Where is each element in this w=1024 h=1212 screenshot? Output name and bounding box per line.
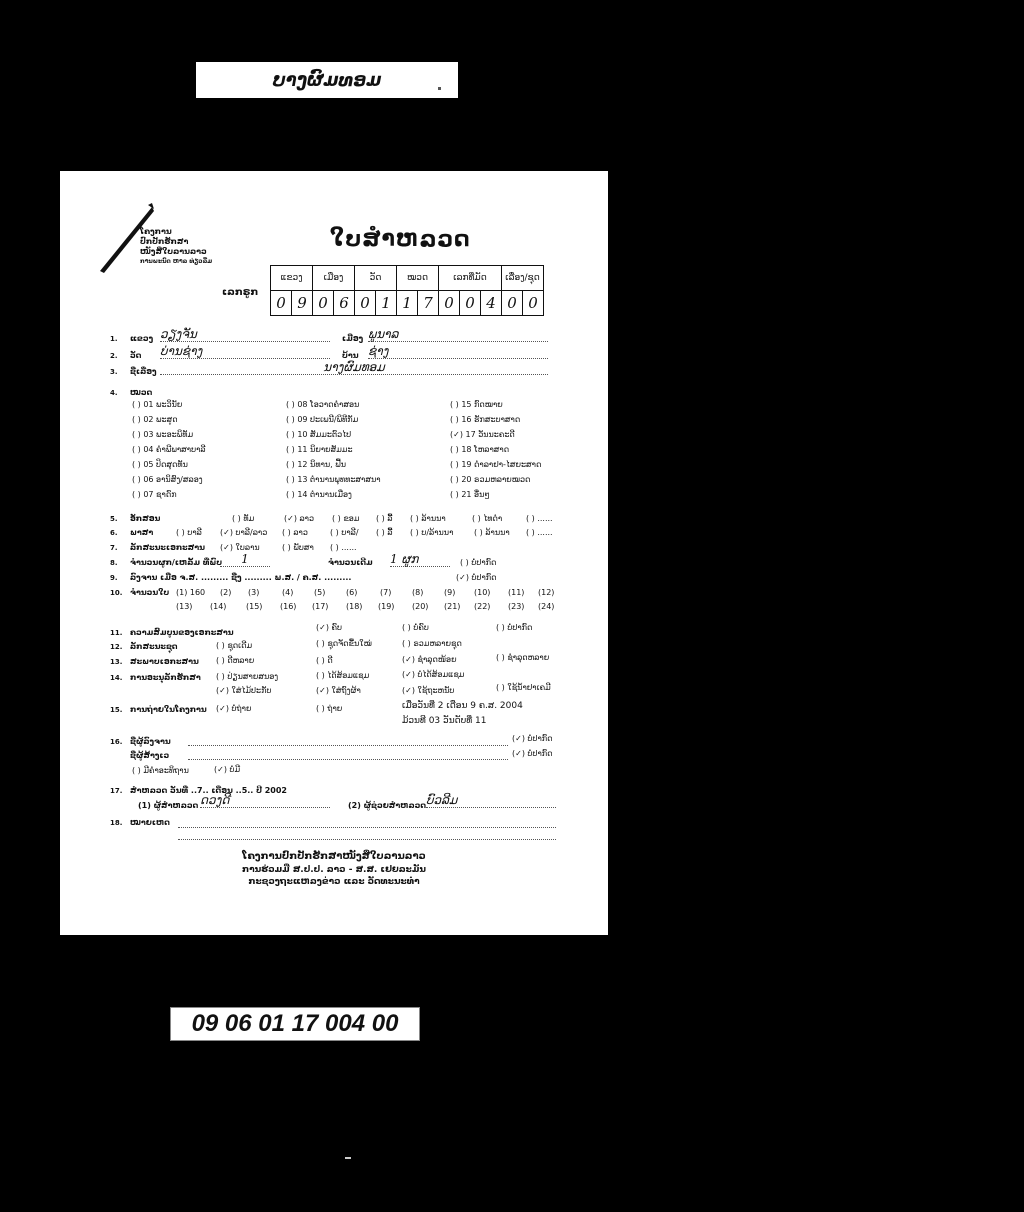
leaf-count: (22): [474, 602, 491, 611]
category-option[interactable]: ( ) 11 ນິຍາຍສັມມະ: [286, 445, 353, 454]
code-digit: 0: [523, 291, 544, 316]
leaf-count: (19): [378, 602, 395, 611]
condition-option[interactable]: ( ) ຊໍາລຸດຫລາຍ: [496, 653, 550, 662]
category-option[interactable]: ( ) 02 ພະສູດ: [132, 415, 178, 424]
language-option[interactable]: ( ) ບາລີ: [176, 528, 202, 537]
leaf-count: (3): [248, 588, 260, 597]
filming-option[interactable]: ( ) ຖ່າຍ: [316, 704, 343, 713]
field-label: ວັດ: [130, 351, 142, 360]
leaf-count: (4): [282, 588, 294, 597]
scribe-name-line: [188, 737, 508, 746]
field-label: ຈໍານວນໃບ: [130, 588, 170, 597]
field-label: ຊື່ເລື່ອງ: [130, 367, 157, 376]
leaf-count: (21): [444, 602, 461, 611]
code-header: ວັດ: [355, 266, 397, 291]
language-option[interactable]: ( ) ລື້: [376, 528, 393, 537]
script-option[interactable]: ( ) ລ້ານນາ: [410, 514, 446, 523]
code-digit: 9: [292, 291, 313, 316]
conservation-option[interactable]: ( ) ປ່ຽນສາຍສນອງ: [216, 672, 279, 681]
code-header: ເມືອງ: [313, 266, 355, 291]
language-option[interactable]: ( ) ບ/ລ້ານນາ: [410, 528, 454, 537]
prayer-option[interactable]: ( ) ມີຄໍາອະທິຖານ: [132, 766, 189, 775]
document-type-option[interactable]: (✓) ໃບລານ: [220, 543, 260, 552]
script-option[interactable]: ( ) ລື້: [376, 514, 393, 523]
field-label: ສະພາບເອກະສານ: [130, 657, 199, 666]
category-option[interactable]: ( ) 20 ຣວມຫລາຍໝວດ: [450, 475, 531, 484]
code-digit: 0: [271, 291, 292, 316]
leaf-count: (5): [314, 588, 326, 597]
category-option[interactable]: ( ) 10 ສັມມະຕົວໄປ: [286, 430, 352, 439]
story-title-value: ນາງຜົມທອມ: [160, 360, 548, 375]
leaf-count: (16): [280, 602, 297, 611]
conservation-option[interactable]: ( ) ໃຊ້ນ້ຳຢາເຄມີ: [496, 683, 551, 692]
document-type-option[interactable]: ( ) ......: [330, 543, 357, 552]
conservation-option[interactable]: (✓) ໃສ່ໄມ້ປະກັບ: [216, 686, 272, 695]
logo-line: ປົກປັກຮັກສາ: [140, 237, 189, 246]
field-label: ຈໍານວນຜູກ/ເຫລັ້ມ ທີ່ພົບ: [130, 558, 223, 567]
line-number: 1.: [110, 335, 118, 343]
filming-option[interactable]: (✓) ບໍ່ຖ່າຍ: [216, 704, 252, 713]
field-label: ລົງຈານ ເມື່ອ ຈ.ສ. ......... ຊື່ງ ......... ພ.ສ. / ຄ.ສ. .........: [130, 573, 352, 582]
unknown-option[interactable]: (✓) ບໍ່ປາກົດ: [512, 734, 553, 743]
district-value: ພູນາລ: [368, 327, 548, 342]
footer-cooperation: ການຮ່ວມມື ສ.ປ.ປ. ລາວ - ສ.ສ. ເຢຍລະມັນ: [242, 865, 426, 875]
category-option[interactable]: (✓) 17 ວັນນະຄະດີ: [450, 430, 515, 439]
speck: [438, 87, 441, 90]
script-option[interactable]: ( ) ທັມ: [232, 514, 255, 523]
line-number: 4.: [110, 389, 118, 397]
category-option[interactable]: ( ) 16 ຮັກສະບາສາດ: [450, 415, 521, 424]
completeness-option[interactable]: ( ) ບໍ່ຄົບ: [402, 623, 429, 632]
footer-project: ໂຄງການປົກປັກຮັກສາໜັງສືໃບລານລາວ: [242, 851, 426, 862]
leaf-count: (7): [380, 588, 392, 597]
leaf-count: (9): [444, 588, 456, 597]
leaf-count: (24): [538, 602, 555, 611]
conservation-option[interactable]: (✓) ໃສ່ຖົງຜ້າ: [316, 686, 361, 695]
line-number: 3.: [110, 368, 118, 376]
leaf-count: (10): [474, 588, 491, 597]
line-number: 9.: [110, 574, 118, 582]
line-number: 18.: [110, 819, 123, 827]
survey-form: [60, 171, 608, 935]
leaf-count: (11): [508, 588, 525, 597]
code-label: ເລກຣູກ: [222, 287, 259, 298]
code-digit: 0: [502, 291, 523, 316]
temple-value: ບ່ານຊ່າງ: [160, 344, 330, 359]
village-value: ຊ່າງ: [368, 344, 548, 359]
field-label: ແຂວງ: [130, 334, 154, 343]
project-logo: [94, 201, 234, 281]
leaf-count: (1) 160: [176, 588, 206, 597]
line-number: 7.: [110, 544, 118, 552]
document-title: ໃບສໍາຫລວດ: [330, 227, 471, 252]
script-option[interactable]: (✓) ລາວ: [284, 514, 315, 523]
leaf-count: (14): [210, 602, 227, 611]
prayer-option[interactable]: (✓) ບໍ່ມີ: [214, 765, 241, 774]
condition-option[interactable]: ( ) ດີ: [316, 656, 333, 665]
field-label: ຊື່ຜູ້ລົງຈານ: [130, 737, 171, 746]
field-label: ເມືອງ: [342, 334, 364, 343]
logo-line: ໜັງສືໃບລານລາວ: [140, 247, 207, 256]
field-label: ບ້ານ: [342, 351, 359, 360]
field-label: ການຖ່າຍໃນໂຄງການ: [130, 705, 207, 714]
leaf-count: (12): [538, 588, 555, 597]
field-label: ລັກສະນະເອກະສານ: [130, 543, 206, 552]
logo-line: ໂຄງການ: [140, 227, 172, 236]
survey-date: ສໍາຫລວດ ວັນທີ່ ..7.. ເດືອນ ..5.. ປີ 2002: [130, 786, 287, 795]
field-label: ຊື່ຜູ້ສ້າງເວ: [130, 751, 170, 760]
line-number: 10.: [110, 589, 123, 597]
field-label: (2) ຜູ້ຊ່ວຍສໍາຫລວດ: [348, 801, 427, 810]
conservation-option[interactable]: (✓) ບໍ່ໄດ້ສ້ອມແຊມ: [402, 670, 465, 679]
line-number: 2.: [110, 352, 118, 360]
condition-option[interactable]: ( ) ດີຫລາຍ: [216, 656, 255, 665]
condition-option[interactable]: (✓) ຊໍາລຸດໜ້ອຍ: [402, 655, 457, 664]
category-option[interactable]: ( ) 06 ອານິສົງ/ສລອງ: [132, 475, 203, 484]
original-count-value: 1 ຜູກ: [390, 552, 450, 567]
category-option[interactable]: ( ) 21 ອື່ນໆ: [450, 490, 490, 499]
code-table: [270, 265, 544, 316]
code-digit: 1: [397, 291, 418, 316]
leaf-count: (13): [176, 602, 193, 611]
unknown-option[interactable]: (✓) ບໍ່ປາກົດ: [512, 749, 553, 758]
code-digit: 1: [376, 291, 397, 316]
field-label: ອັກສອນ: [130, 514, 161, 523]
completeness-option[interactable]: (✓) ຄົບ: [316, 623, 342, 632]
province-value: ວຽງຈັນ: [160, 327, 330, 342]
language-option[interactable]: ( ) ລາວ: [282, 528, 308, 537]
code-header: ເລກທີ່ມັດ: [439, 266, 502, 291]
document-code-label: 09 06 01 17 004 00: [170, 1007, 420, 1041]
line-number: 11.: [110, 629, 123, 637]
field-label: ການອະນຸລັກຮັກສາ: [130, 673, 201, 682]
leaf-count: (20): [412, 602, 429, 611]
code-header: ເລື່ອງ/ຊຸດ: [502, 266, 544, 291]
set-type-option[interactable]: ( ) ຊຸດເດີມ: [216, 641, 253, 650]
category-option[interactable]: ( ) 01 ພະວິນັຍ: [132, 400, 183, 409]
bundles-found-value: 1: [220, 552, 270, 567]
script-option[interactable]: ( ) ......: [526, 514, 553, 523]
completeness-option[interactable]: ( ) ບໍ່ປາກົດ: [496, 623, 533, 632]
field-label: (1) ຜູ້ສໍາຫລວດ: [138, 801, 199, 810]
unknown-option[interactable]: ( ) ບໍ່ປາກົດ: [460, 558, 497, 567]
code-digit: 0: [439, 291, 460, 316]
filming-reel: ມ້ວນທີ 03 ວັນດັບທີ່ 11: [402, 716, 487, 726]
remarks-line: [178, 819, 556, 828]
language-option[interactable]: ( ) ລ້ານນາ: [474, 528, 510, 537]
code-digit: 0: [355, 291, 376, 316]
script-option[interactable]: ( ) ຂອມ: [332, 514, 360, 523]
logo-line: ການພະນົດ ຫາລ ທ່ຽວລີ່ມ: [140, 258, 213, 265]
leaf-count: (6): [346, 588, 358, 597]
category-option[interactable]: ( ) 18 ໂຫລາສາດ: [450, 445, 510, 454]
category-option[interactable]: ( ) 13 ຕໍານານພຸທທະສາສນາ: [286, 475, 381, 484]
category-option[interactable]: ( ) 09 ປະເພນີ/ພິທີກັມ: [286, 415, 359, 424]
field-label: ພາສາ: [130, 528, 154, 537]
leaf-count: (2): [220, 588, 232, 597]
category-option[interactable]: ( ) 14 ຕໍານານເມືອງ: [286, 490, 352, 499]
leaf-count: (17): [312, 602, 329, 611]
field-label: ໝາຍເຫດ: [130, 818, 170, 827]
category-option[interactable]: ( ) 04 ຄໍາພີພາສາບາລີ: [132, 445, 206, 454]
category-option[interactable]: ( ) 03 ພະອະພິທັມ: [132, 430, 194, 439]
leaf-count: (18): [346, 602, 363, 611]
unknown-option[interactable]: (✓) ບໍ່ປາກົດ: [456, 573, 497, 582]
document-type-option[interactable]: ( ) ພັບສາ: [282, 543, 314, 552]
category-option[interactable]: ( ) 12 ນິທານ, ຟື້ນ: [286, 460, 346, 469]
leaf-count: (15): [246, 602, 263, 611]
leaf-count: (23): [508, 602, 525, 611]
language-option[interactable]: ( ) ......: [526, 528, 553, 537]
code-header: ໝວດ: [397, 266, 439, 291]
surveyor-name: ດວງດີ: [200, 793, 330, 808]
line-number: 13.: [110, 658, 123, 666]
line-number: 16.: [110, 738, 123, 746]
code-digit: 0: [460, 291, 481, 316]
category-option[interactable]: ( ) 19 ດໍາລາຢາ-ໄສຍະສາດ: [450, 460, 542, 469]
line-number: 14.: [110, 674, 123, 682]
line-number: 12.: [110, 643, 123, 651]
header-label: ບາງຜົມທອມ: [196, 62, 458, 98]
language-option[interactable]: ( ) ບາລີ/: [330, 528, 359, 537]
leaf-count: (8): [412, 588, 424, 597]
line-number: 8.: [110, 559, 118, 567]
speck: [345, 1157, 351, 1159]
field-label: ຄວາມສົມບູນຂອງເອກະສານ: [130, 628, 234, 637]
script-option[interactable]: ( ) ໄທດໍາ: [472, 514, 503, 523]
code-header: ແຂວງ: [271, 266, 313, 291]
category-option[interactable]: ( ) 15 ກົດໝາຍ: [450, 400, 503, 409]
category-option[interactable]: ( ) 07 ຊາດົກ: [132, 490, 177, 499]
code-digit: 7: [418, 291, 439, 316]
field-label: ຈໍານວນເດີມ: [328, 558, 373, 567]
conservation-option[interactable]: ( ) ໄດ້ສ້ອມແຊມ: [316, 671, 370, 680]
conservation-option[interactable]: (✓) ໃຊ້ຖະຫນັບ: [402, 686, 455, 695]
footer-ministry: ກະຊວງຖະແຫລງຂ່າວ ແລະ ວັດທະນະທໍາ: [248, 877, 420, 887]
remarks-line: [178, 831, 556, 840]
code-digit: 4: [481, 291, 502, 316]
set-type-option[interactable]: ( ) ຊຸດຈັດຂື້ນໃໝ່: [316, 639, 372, 648]
language-option[interactable]: (✓) ບາລີ/ລາວ: [220, 528, 268, 537]
field-label: ລັກສະນະຊຸດ: [130, 642, 178, 651]
field-label: ໝວດ: [130, 388, 153, 397]
code-digit: 0: [313, 291, 334, 316]
category-option[interactable]: ( ) 08 ໂອວາດຄໍາສອນ: [286, 400, 360, 409]
sponsor-name-line: [188, 751, 508, 760]
set-type-option[interactable]: ( ) ຣວມຫລາຍຊຸດ: [402, 639, 462, 648]
assistant-name: ບົວລີມ: [426, 793, 556, 808]
line-number: 15.: [110, 706, 123, 714]
line-number: 17.: [110, 787, 123, 795]
line-number: 6.: [110, 529, 118, 537]
line-number: 5.: [110, 515, 118, 523]
category-option[interactable]: ( ) 05 ປິດສຸດທັນ: [132, 460, 188, 469]
filming-date: ເມື່ອວັນທີ່ 2 ເດືອນ 9 ຄ.ສ. 2004: [402, 701, 523, 711]
code-digit: 6: [334, 291, 355, 316]
